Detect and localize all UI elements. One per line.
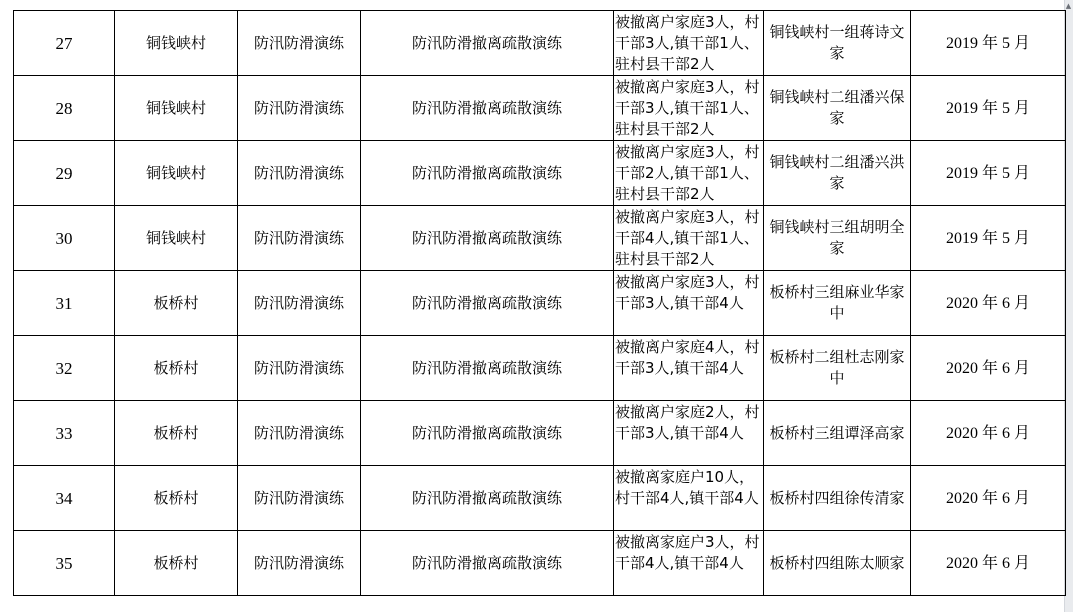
table-row (14, 401, 1066, 466)
village-cell: 铜钱峡村 (115, 11, 238, 76)
row-number: 27 (14, 11, 115, 76)
drill-name-cell: 防汛防滑撤离疏散演练 (361, 76, 614, 141)
location-cell: 铜钱峡村二组潘兴洪家 (764, 141, 911, 206)
row-number: 29 (14, 141, 115, 206)
village-cell: 铜钱峡村 (115, 141, 238, 206)
drill-name-cell: 防汛防滑撤离疏散演练 (361, 11, 614, 76)
village-cell: 板桥村 (115, 531, 238, 596)
drill-name-cell: 防汛防滑撤离疏散演练 (361, 206, 614, 271)
table-row (14, 141, 1066, 206)
location-cell: 铜钱峡村三组胡明全家 (764, 206, 911, 271)
scroll-up-icon[interactable]: ▲ (1065, 2, 1072, 10)
date-cell: 2019 年 5 月 (911, 206, 1066, 271)
drill-type-cell: 防汛防滑演练 (238, 336, 361, 401)
row-number: 35 (14, 531, 115, 596)
drill-type-cell: 防汛防滑演练 (238, 206, 361, 271)
date-cell: 2020 年 6 月 (911, 336, 1066, 401)
table-row (14, 466, 1066, 531)
participants-cell: 被撤离户家庭3人，村干部3人,镇干部4人 (614, 271, 764, 336)
participants-cell: 被撤离户家庭3人，村干部2人,镇干部1人、驻村县干部2人 (614, 141, 764, 206)
date-cell: 2020 年 6 月 (911, 271, 1066, 336)
drill-type-cell: 防汛防滑演练 (238, 401, 361, 466)
drill-name-cell: 防汛防滑撤离疏散演练 (361, 336, 614, 401)
village-cell: 板桥村 (115, 336, 238, 401)
drill-name-cell: 防汛防滑撤离疏散演练 (361, 531, 614, 596)
drill-name-cell: 防汛防滑撤离疏散演练 (361, 401, 614, 466)
participants-cell: 被撤离户家庭4人，村干部3人,镇干部4人 (614, 336, 764, 401)
date-cell: 2020 年 6 月 (911, 466, 1066, 531)
drill-type-cell: 防汛防滑演练 (238, 141, 361, 206)
drill-name-cell: 防汛防滑撤离疏散演练 (361, 466, 614, 531)
table-row (14, 271, 1066, 336)
participants-cell: 被撤离户家庭3人，村干部3人,镇干部1人、驻村县干部2人 (614, 76, 764, 141)
table-row (14, 76, 1066, 141)
drill-records-table (13, 10, 1066, 596)
village-cell: 板桥村 (115, 466, 238, 531)
date-cell: 2020 年 6 月 (911, 531, 1066, 596)
table-row (14, 336, 1066, 401)
location-cell: 板桥村三组麻业华家中 (764, 271, 911, 336)
drill-type-cell: 防汛防滑演练 (238, 531, 361, 596)
date-cell: 2019 年 5 月 (911, 141, 1066, 206)
participants-cell: 被撤离户家庭3人，村干部3人,镇干部1人、驻村县干部2人 (614, 11, 764, 76)
location-cell: 板桥村二组杜志刚家中 (764, 336, 911, 401)
village-cell: 铜钱峡村 (115, 206, 238, 271)
row-number: 34 (14, 466, 115, 531)
row-number: 33 (14, 401, 115, 466)
location-cell: 板桥村四组徐传清家 (764, 466, 911, 531)
row-number: 31 (14, 271, 115, 336)
location-cell: 铜钱峡村二组潘兴保家 (764, 76, 911, 141)
village-cell: 板桥村 (115, 401, 238, 466)
drill-type-cell: 防汛防滑演练 (238, 76, 361, 141)
drill-type-cell: 防汛防滑演练 (238, 11, 361, 76)
drill-name-cell: 防汛防滑撤离疏散演练 (361, 271, 614, 336)
table-row (14, 206, 1066, 271)
location-cell: 板桥村四组陈太顺家 (764, 531, 911, 596)
row-number: 32 (14, 336, 115, 401)
location-cell: 板桥村三组谭泽高家 (764, 401, 911, 466)
location-cell: 铜钱峡村一组蒋诗文家 (764, 11, 911, 76)
participants-cell: 被撤离家庭户3人，村干部4人,镇干部4人 (614, 531, 764, 596)
row-number: 28 (14, 76, 115, 141)
date-cell: 2020 年 6 月 (911, 401, 1066, 466)
drill-type-cell: 防汛防滑演练 (238, 271, 361, 336)
table-row (14, 531, 1066, 596)
participants-cell: 被撤离户家庭2人，村干部3人,镇干部4人 (614, 401, 764, 466)
village-cell: 铜钱峡村 (115, 76, 238, 141)
village-cell: 板桥村 (115, 271, 238, 336)
drill-type-cell: 防汛防滑演练 (238, 466, 361, 531)
date-cell: 2019 年 5 月 (911, 76, 1066, 141)
table-row (14, 11, 1066, 76)
participants-cell: 被撤离家庭户10人，村干部4人,镇干部4人 (614, 466, 764, 531)
date-cell: 2019 年 5 月 (911, 11, 1066, 76)
drill-name-cell: 防汛防滑撤离疏散演练 (361, 141, 614, 206)
participants-cell: 被撤离户家庭3人，村干部4人,镇干部1人、驻村县干部2人 (614, 206, 764, 271)
row-number: 30 (14, 206, 115, 271)
